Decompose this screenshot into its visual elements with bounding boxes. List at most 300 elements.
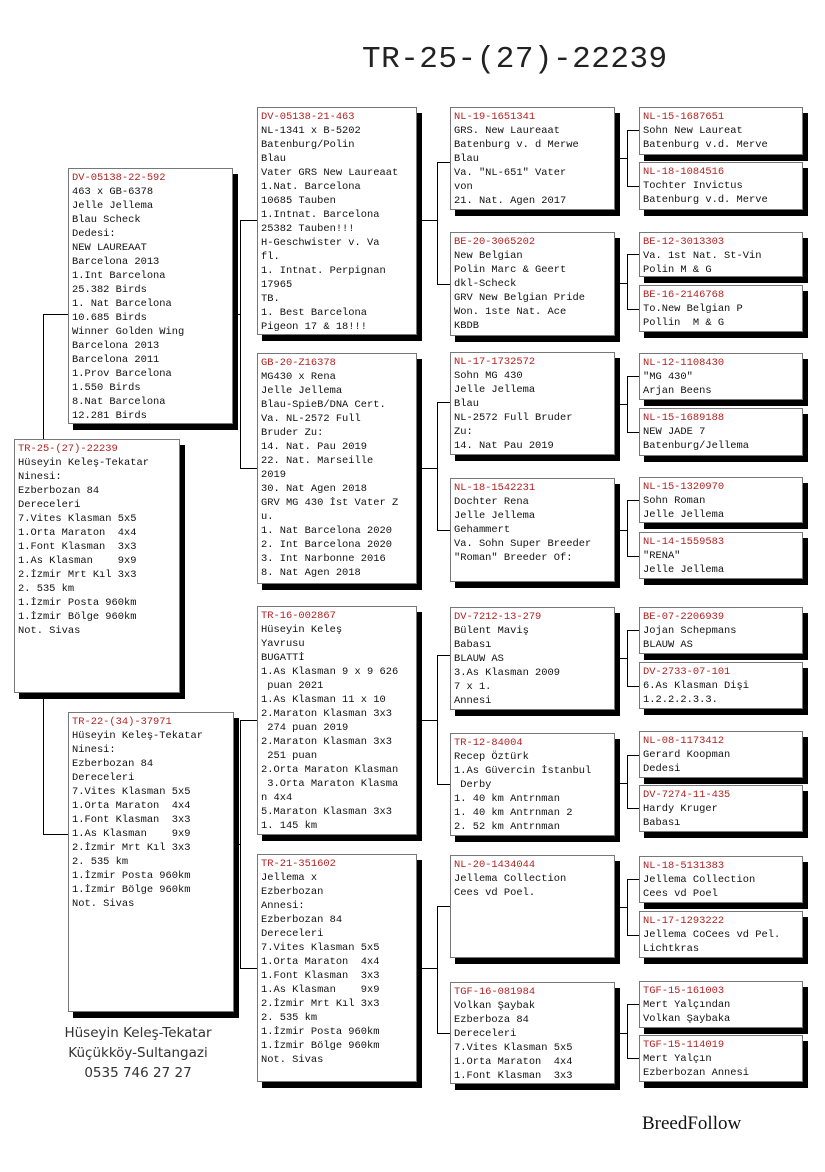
pedigree-line: Hardy Kruger — [643, 803, 718, 815]
pedigree-line: New Belgian — [454, 250, 523, 262]
pedigree-line: Not. Sivas — [18, 625, 81, 637]
connector-line — [627, 755, 628, 808]
pedigree-line: Barcelona 2011 — [72, 354, 160, 366]
pedigree-line: GRS. New Laureaat — [454, 125, 561, 137]
pedigree-line: 1.550 Birds — [72, 382, 141, 394]
pedigree-line: Va. 1st Nat. St-Vin — [643, 250, 762, 262]
ring-number: TGF-16-081984 — [454, 986, 536, 998]
pedigree-line: 10.685 Birds — [72, 312, 147, 324]
pedigree-line: 3.As Klasman 2009 — [454, 667, 561, 679]
pedigree-line: Dedesi: — [72, 228, 116, 240]
connector-line — [437, 784, 450, 785]
pedigree-card-gen3[interactable] — [450, 232, 615, 336]
ring-number: TR-25-(27)-22239 — [18, 443, 118, 455]
connector-line — [627, 432, 639, 433]
connector-line — [620, 783, 627, 784]
ring-number: BE-16-2146768 — [643, 289, 725, 301]
pedigree-card-subject[interactable] — [14, 439, 180, 693]
pedigree-card-gen3[interactable] — [450, 107, 615, 210]
pedigree-line: "RENA" — [643, 550, 681, 562]
pedigree-line: Batenburg v. d Merwe — [454, 139, 579, 151]
pedigree-line: Arjan Beens — [643, 385, 712, 397]
pedigree-line: 1. 145 km — [261, 820, 318, 832]
pedigree-line: Jelle Jellema — [72, 200, 154, 212]
pedigree-line: 3.Orta Maraton Klasma — [261, 778, 399, 790]
pedigree-line: 2.İzmir Mrt Kıl 3x3 — [72, 842, 191, 854]
connector-line — [627, 808, 639, 809]
pedigree-line: Ninesi: — [72, 744, 116, 756]
ring-number: TR-16-002867 — [261, 610, 336, 622]
pedigree-line: 1.İzmir Posta 960km — [72, 870, 191, 882]
connector-line — [43, 699, 44, 834]
pedigree-line: Mert Yalçından — [643, 999, 731, 1011]
pedigree-line: Jelle Jellema — [261, 385, 343, 397]
ring-number: DV-05138-21-463 — [261, 111, 355, 123]
connector-line — [627, 879, 639, 880]
connector-line — [627, 935, 639, 936]
pedigree-line: Dochter Rena — [454, 496, 529, 508]
pedigree-line: To.New Belgian P — [643, 303, 743, 315]
pedigree-line: 1.Orta Maraton 4x4 — [454, 1056, 573, 1068]
pedigree-line: Vater GRS New Laureaat — [261, 167, 399, 179]
pedigree-line: Not. Sivas — [72, 898, 135, 910]
pedigree-line: 1.Font Klasman 3x3 — [454, 1070, 573, 1082]
pedigree-card-gen2[interactable] — [257, 107, 417, 335]
pedigree-line: GRV New Belgian Pride — [454, 292, 585, 304]
pedigree-line: Sohn New Laureat — [643, 125, 743, 137]
pedigree-line: 1.Font Klasman 3x3 — [18, 541, 137, 553]
pedigree-line: Polin Marc & Geert — [454, 264, 567, 276]
connector-line — [240, 220, 241, 468]
pedigree-card-gen4[interactable] — [639, 911, 803, 958]
pedigree-line: Jelle Jellema — [643, 564, 725, 576]
pedigree-line: Gehammert — [454, 524, 511, 536]
pedigree-line: 2.İzmir Mrt Kıl 3x3 — [18, 569, 137, 581]
pedigree-line: Tochter Invictus — [643, 180, 743, 192]
connector-line — [240, 720, 257, 721]
pedigree-line: Ezberbozan 84 — [261, 914, 343, 926]
pedigree-line: 1.As Klasman 9 x 9 626 — [261, 666, 399, 678]
connector-line — [627, 500, 639, 501]
pedigree-line: Batenburg/Polin — [261, 139, 355, 151]
pedigree-card-gen4[interactable] — [639, 981, 803, 1028]
pedigree-card-gen4[interactable] — [639, 162, 803, 210]
pedigree-card-gen2[interactable] — [257, 353, 417, 584]
connector-line — [627, 556, 639, 557]
connector-line — [627, 630, 628, 686]
pedigree-line: 1.İzmir Bölge 960km — [18, 611, 137, 623]
pedigree-line: Lichtkras — [643, 943, 700, 955]
pedigree-line: 463 x GB-6378 — [72, 186, 154, 198]
pedigree-line: 2.Maraton Klasman 3x3 — [261, 708, 392, 720]
pedigree-line: 274 puan 2019 — [261, 722, 349, 734]
pedigree-line: 2.Orta Maraton Klasman — [261, 764, 399, 776]
connector-line — [437, 1033, 450, 1034]
connector-line — [627, 1004, 628, 1058]
connector-line — [627, 879, 628, 935]
connector-line — [422, 220, 437, 221]
connector-line — [43, 314, 68, 315]
connector-line — [627, 1004, 639, 1005]
pedigree-line: 2. 535 km — [261, 1012, 318, 1024]
pedigree-card-gen4[interactable] — [639, 856, 803, 903]
pedigree-line: 30. Nat Agen 2018 — [261, 483, 368, 495]
pedigree-line: Bülent Maviş — [454, 625, 529, 637]
ring-number: DV-7212-13-279 — [454, 611, 542, 623]
pedigree-line: 7.Vites Klasman 5x5 — [454, 1042, 573, 1054]
pedigree-line: 1.Int Barcelona — [72, 270, 166, 282]
pedigree-line: TB. — [261, 293, 280, 305]
pedigree-line: 1.Font Klasman 3x3 — [261, 970, 380, 982]
ring-number: NL-18-1084516 — [643, 166, 725, 178]
pedigree-line: "Roman" Breeder Of: — [454, 552, 573, 564]
connector-line — [437, 655, 438, 784]
connector-line — [240, 220, 257, 221]
pedigree-line: 7.Vites Klasman 5x5 — [261, 942, 380, 954]
pedigree-line: 2019 — [261, 469, 286, 481]
pedigree-line: Jelle Jellema — [454, 384, 536, 396]
pedigree-line: BUGATTİ — [261, 652, 305, 664]
pedigree-line: GRV MG 430 İst Vater Z — [261, 497, 399, 509]
pedigree-line: Va. Sohn Super Breeder — [454, 538, 592, 550]
pedigree-line: n 4x4 — [261, 792, 293, 804]
connector-line — [627, 254, 639, 255]
pedigree-line: 7.Vites Klasman 5x5 — [18, 513, 137, 525]
connector-line — [627, 500, 628, 556]
ring-number: DV-7274-11-435 — [643, 789, 731, 801]
ring-number: TR-22-(34)-37971 — [72, 716, 172, 728]
pedigree-line: Dereceleri — [261, 928, 324, 940]
ring-number: BE-20-3065202 — [454, 236, 536, 248]
pedigree-card-gen4[interactable] — [639, 1035, 803, 1082]
ring-number: NL-14-1559583 — [643, 536, 725, 548]
pedigree-line: "MG 430" — [643, 371, 693, 383]
pedigree-line: Ezberbozan — [261, 886, 324, 898]
pedigree-line: 1.As Klasman 11 x 10 — [261, 694, 386, 706]
connector-line — [627, 376, 639, 377]
pedigree-line: Dereceleri — [18, 499, 81, 511]
connector-line — [627, 686, 639, 687]
connector-line — [620, 1033, 627, 1034]
connector-line — [437, 530, 450, 531]
pedigree-line: Batenburg/Jellema — [643, 440, 750, 452]
connector-line — [437, 284, 450, 285]
pedigree-card-sire[interactable] — [68, 168, 233, 424]
connector-line — [620, 658, 627, 659]
pedigree-line: Annesi: — [261, 900, 305, 912]
connector-line — [233, 314, 240, 315]
connector-line — [240, 720, 241, 968]
pedigree-line: H-Geschwister v. Va — [261, 237, 380, 249]
pedigree-line: puan 2021 — [261, 680, 324, 692]
pedigree-line: Mert Yalçın — [643, 1053, 712, 1065]
connector-line — [422, 968, 437, 969]
pedigree-line: Hüseyin Keleş — [261, 624, 343, 636]
ring-number: NL-17-1293222 — [643, 915, 725, 927]
pedigree-line: 1. Intnat. Perpignan — [261, 265, 386, 277]
pedigree-line: Hüseyin Keleş-Tekatar — [18, 457, 149, 469]
pedigree-line: NL-1341 x B-5202 — [261, 125, 361, 137]
pedigree-card-gen4[interactable] — [639, 285, 803, 332]
connector-line — [437, 402, 450, 403]
pedigree-card-gen3[interactable] — [450, 478, 615, 582]
pedigree-line: 1.İzmir Bölge 960km — [72, 884, 191, 896]
pedigree-line: Jojan Schepmans — [643, 625, 737, 637]
connector-line — [627, 630, 639, 631]
pedigree-line: Derby — [454, 779, 492, 791]
pedigree-line: 1.As Güvercin İstanbul — [454, 765, 592, 777]
ring-number: NL-08-1173412 — [643, 735, 725, 747]
pedigree-line: Barcelona 2013 — [72, 340, 160, 352]
pedigree-line: NEW JADE 7 — [643, 426, 706, 438]
pedigree-line: 1.Intnat. Barcelona — [261, 209, 380, 221]
pedigree-line: 10685 Tauben — [261, 195, 336, 207]
pedigree-line: Volkan Şaybak — [454, 1000, 536, 1012]
pedigree-card-gen3[interactable] — [450, 352, 615, 455]
pedigree-line: 14. Nat. Pau 2019 — [261, 441, 368, 453]
pedigree-line: fl. — [261, 251, 280, 263]
pedigree-line: dkl-Scheck — [454, 278, 517, 290]
pedigree-line: 6.As Klasman Dişi — [643, 680, 750, 692]
ring-number: NL-17-1732572 — [454, 356, 536, 368]
connector-line — [627, 254, 628, 309]
pedigree-line: Winner Golden Wing — [72, 326, 185, 338]
pedigree-line: von — [454, 181, 473, 193]
connector-line — [422, 720, 437, 721]
pedigree-line: 1.As Klasman 9x9 — [72, 828, 191, 840]
pedigree-line: 1. Nat Barcelona 2020 — [261, 525, 392, 537]
pedigree-line: Zu: — [454, 426, 473, 438]
connector-line — [620, 907, 627, 908]
pedigree-line: Jellema CoCees vd Pel. — [643, 929, 781, 941]
pedigree-line: Barcelona 2013 — [72, 256, 160, 268]
pedigree-line: Won. 1ste Nat. Ace — [454, 306, 567, 318]
connector-line — [627, 130, 628, 186]
pedigree-line: 1.İzmir Posta 960km — [18, 597, 137, 609]
pedigree-line: Polin M & G — [643, 264, 712, 276]
pedigree-line: Dedesi — [643, 763, 681, 775]
pedigree-line: BLAUW AS — [454, 653, 504, 665]
ring-number: TR-12-84004 — [454, 737, 523, 749]
pedigree-line: u. — [261, 511, 274, 523]
pedigree-line: Yavrusu — [261, 638, 305, 650]
ring-number: NL-19-1651341 — [454, 111, 536, 123]
pedigree-line: BLAUW AS — [643, 639, 693, 651]
pedigree-line: 2.İzmir Mrt Kıl 3x3 — [261, 998, 380, 1010]
pedigree-line: 1.Prov Barcelona — [72, 368, 172, 380]
connector-line — [627, 1058, 639, 1059]
pedigree-line: Babası — [454, 639, 492, 651]
pedigree-card-gen4[interactable] — [639, 731, 803, 778]
pedigree-line: 21. Nat. Agen 2017 — [454, 195, 567, 207]
ring-number: NL-18-1542231 — [454, 482, 536, 494]
pedigree-card-gen4[interactable] — [639, 107, 803, 155]
pedigree-line: 7 x 1. — [454, 681, 492, 693]
connector-line — [43, 834, 68, 835]
connector-line — [437, 162, 450, 163]
pedigree-line: Jellema Collection — [454, 873, 567, 885]
pedigree-line: 12.281 Birds — [72, 410, 147, 422]
pedigree-line: Dereceleri — [72, 772, 135, 784]
connector-line — [620, 158, 627, 159]
pedigree-card-gen4[interactable] — [639, 532, 803, 579]
pedigree-line: Bruder Zu: — [261, 427, 324, 439]
pedigree-line: 251 puan — [261, 750, 318, 762]
pedigree-line: 1.İzmir Bölge 960km — [261, 1040, 380, 1052]
ring-number: NL-15-1320970 — [643, 481, 725, 493]
pedigree-line: 3. Int Narbonne 2016 — [261, 553, 386, 565]
ring-number: TGF-15-161003 — [643, 985, 725, 997]
pedigree-line: 8.Nat Barcelona — [72, 396, 166, 408]
connector-line — [627, 755, 639, 756]
pedigree-card-gen4[interactable] — [639, 477, 803, 523]
pedigree-line: Babası — [643, 817, 681, 829]
connector-line — [437, 655, 450, 656]
pedigree-card-gen2[interactable] — [257, 606, 417, 835]
pedigree-line: Hüseyin Keleş-Tekatar — [72, 730, 203, 742]
connector-line — [437, 906, 438, 1033]
pedigree-line: 17965 — [261, 279, 293, 291]
connector-line — [437, 162, 438, 284]
pedigree-line: Jelle Jellema — [454, 510, 536, 522]
pedigree-line: NEW LAUREAAT — [72, 242, 147, 254]
pedigree-line: NL-2572 Full Bruder — [454, 412, 573, 424]
connector-line — [240, 968, 257, 969]
breeder-location: Küçükköy-Sultangazi — [68, 1045, 208, 1061]
pedigree-card-gen4[interactable] — [639, 353, 803, 400]
pedigree-line: Gerard Koopman — [643, 749, 731, 761]
ring-number: TR-21-351602 — [261, 858, 336, 870]
pedigree-card-dam[interactable] — [68, 712, 234, 1012]
page-title: TR-25-(27)-22239 — [362, 42, 668, 77]
connector-line — [627, 376, 628, 432]
pedigree-line: KBDB — [454, 320, 479, 332]
pedigree-card-gen3[interactable] — [450, 607, 615, 710]
pedigree-line: 8. Nat Agen 2018 — [261, 567, 361, 579]
breeder-name: Hüseyin Keleş-Tekatar — [64, 1025, 212, 1041]
connector-line — [422, 468, 437, 469]
pedigree-line: 14. Nat Pau 2019 — [454, 440, 554, 452]
pedigree-line: Annesi — [454, 695, 492, 707]
connector-line — [620, 530, 627, 531]
pedigree-line: Jellema Collection — [643, 874, 756, 886]
ring-number: NL-18-5131383 — [643, 860, 725, 872]
pedigree-line: Va. "NL-651" Vater — [454, 167, 567, 179]
pedigree-card-gen2[interactable] — [257, 854, 417, 1082]
ring-number: DV-2733-07-101 — [643, 666, 731, 678]
pedigree-line: Ezberbozan 84 — [72, 758, 154, 770]
pedigree-line: Sohn MG 430 — [454, 370, 523, 382]
pedigree-line: Cees vd Poel. — [454, 887, 536, 899]
pedigree-card-gen3[interactable] — [450, 733, 615, 836]
pedigree-line: 1. Nat Barcelona — [72, 298, 172, 310]
pedigree-card-gen4[interactable] — [639, 232, 803, 277]
pedigree-line: 25.382 Birds — [72, 284, 147, 296]
pedigree-line: Blau — [454, 398, 479, 410]
pedigree-line: Sohn Roman — [643, 495, 706, 507]
pedigree-line: 25382 Tauben!!! — [261, 223, 355, 235]
pedigree-line: Pigeon 17 & 18!!! — [261, 321, 368, 333]
pedigree-line: Batenburg v.d. Merve — [643, 194, 768, 206]
pedigree-line: Not. Sivas — [261, 1054, 324, 1066]
ring-number: DV-05138-22-592 — [72, 172, 166, 184]
pedigree-line: Volkan Şaybaka — [643, 1013, 731, 1025]
pedigree-line: Blau — [454, 153, 479, 165]
pedigree-card-gen4[interactable] — [639, 408, 803, 456]
pedigree-card-gen3[interactable] — [450, 855, 615, 958]
pedigree-line: Blau Scheck — [72, 214, 141, 226]
pedigree-line: Jellema x — [261, 872, 318, 884]
pedigree-card-gen4[interactable] — [639, 662, 803, 709]
breeder-phone: 0535 746 27 27 — [84, 1065, 192, 1081]
pedigree-line: Recep Öztürk — [454, 751, 529, 763]
connector-line — [234, 844, 240, 845]
pedigree-line: 2. 535 km — [18, 583, 75, 595]
pedigree-line: 1.Nat. Barcelona — [261, 181, 361, 193]
connector-line — [437, 402, 438, 530]
pedigree-line: 1.Orta Maraton 4x4 — [261, 956, 380, 968]
pedigree-line: Ezberbozan 84 — [18, 485, 100, 497]
ring-number: BE-07-2206939 — [643, 611, 725, 623]
pedigree-line: 1.Font Klasman 3x3 — [72, 814, 191, 826]
pedigree-line: MG430 x Rena — [261, 371, 336, 383]
pedigree-line: 5.Maraton Klasman 3x3 — [261, 806, 392, 818]
pedigree-line: 1. 40 km Antrnman — [454, 793, 561, 805]
connector-line — [620, 404, 627, 405]
brand-logo: BreedFollow — [642, 1113, 742, 1134]
pedigree-line: 2. Int Barcelona 2020 — [261, 539, 392, 551]
connector-line — [627, 309, 639, 310]
ring-number: NL-20-1434044 — [454, 859, 536, 871]
connector-line — [627, 130, 639, 131]
pedigree-line: 1.İzmir Posta 960km — [261, 1026, 380, 1038]
connector-line — [43, 314, 44, 439]
pedigree-line: Va. NL-2572 Full — [261, 413, 361, 425]
ring-number: GB-20-Z16378 — [261, 357, 336, 369]
pedigree-line: 1.2.2.2.3.3. — [643, 694, 718, 706]
pedigree-line: Blau — [261, 153, 286, 165]
pedigree-line: Jelle Jellema — [643, 509, 725, 521]
pedigree-line: Dereceleri — [454, 1028, 517, 1040]
ring-number: BE-12-3013303 — [643, 236, 725, 248]
pedigree-line: Pollin M & G — [643, 317, 725, 329]
pedigree-line: 1.As Klasman 9x9 — [261, 984, 380, 996]
connector-line — [620, 283, 627, 284]
ring-number: NL-12-1108430 — [643, 357, 725, 369]
pedigree-line: 2. 535 km — [72, 856, 129, 868]
ring-number: NL-15-1689188 — [643, 412, 725, 424]
pedigree-card-gen4[interactable] — [639, 785, 803, 832]
pedigree-card-gen4[interactable] — [639, 607, 803, 654]
connector-line — [240, 468, 257, 469]
pedigree-line: 1.Orta Maraton 4x4 — [72, 800, 191, 812]
pedigree-card-gen3[interactable] — [450, 982, 615, 1084]
pedigree-line: Blau-SpieB/DNA Cert. — [261, 399, 386, 411]
pedigree-line: 1. 40 km Antrnman 2 — [454, 807, 573, 819]
ring-number: NL-15-1687651 — [643, 111, 725, 123]
pedigree-line: 1.As Klasman 9x9 — [18, 555, 137, 567]
pedigree-line: 2.Maraton Klasman 3x3 — [261, 736, 392, 748]
pedigree-line: Batenburg v.d. Merve — [643, 139, 768, 151]
pedigree-line: Cees vd Poel — [643, 888, 718, 900]
connector-line — [627, 186, 639, 187]
pedigree-line: Ezberbozan Annesi — [643, 1067, 750, 1079]
pedigree-line: 1.Orta Maraton 4x4 — [18, 527, 137, 539]
pedigree-line: 22. Nat. Marseille — [261, 455, 374, 467]
pedigree-line: 7.Vites Klasman 5x5 — [72, 786, 191, 798]
breeder-contact — [38, 1023, 238, 1083]
pedigree-line: 1. Best Barcelona — [261, 307, 368, 319]
